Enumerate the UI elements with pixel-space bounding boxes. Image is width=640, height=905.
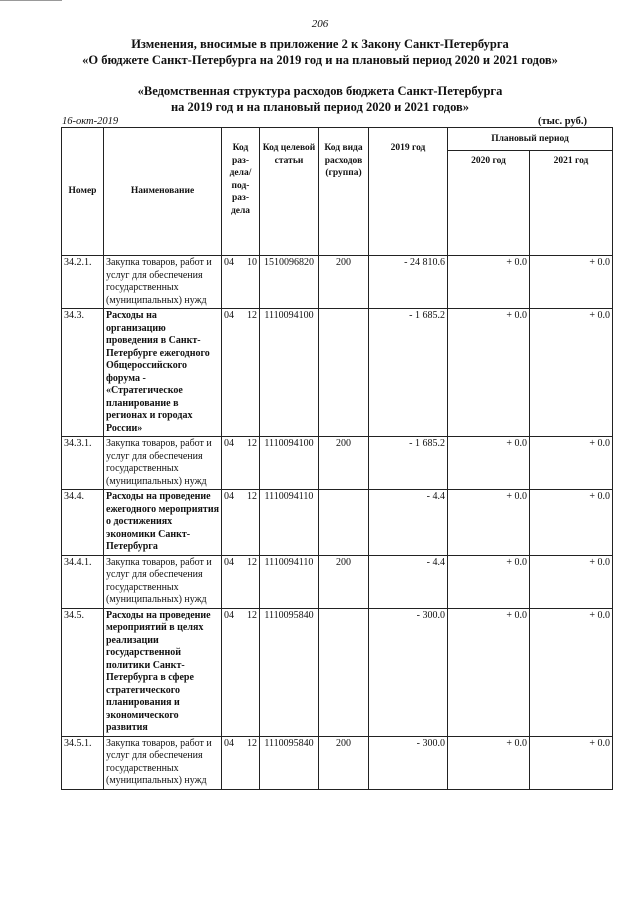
col-2019: 2019 год (369, 128, 448, 256)
col-expense-kind: Код вида расходов (группа) (319, 128, 369, 256)
row-2021-value: + 0.0 (530, 736, 613, 789)
row-2020-value: + 0.0 (448, 437, 530, 490)
row-name: Закупка товаров, работ и услуг для обеспечения государственных (муниципальных) нужд (104, 437, 222, 490)
row-number: 34.3.1. (62, 437, 104, 490)
subsection-code: 12 (247, 737, 257, 749)
title-line-4: на 2019 год и на плановый период 2020 и 2021 годов» (170, 100, 470, 114)
row-2019-value: - 1 685.2 (369, 309, 448, 437)
col-planned-period: Плановый период (448, 128, 613, 151)
row-target-code: 1110095840 (260, 736, 319, 789)
row-2021-value: + 0.0 (530, 437, 613, 490)
col-name: Наименование (104, 128, 222, 256)
row-2020-value: + 0.0 (448, 490, 530, 556)
row-2020-value: + 0.0 (448, 736, 530, 789)
top-rule (0, 0, 62, 1)
row-name: Закупка товаров, работ и услуг для обеспечения государственных (муниципальных) нужд (104, 256, 222, 309)
row-expense-kind (319, 608, 369, 736)
row-2019-value: - 300.0 (369, 736, 448, 789)
row-name: Расходы на проведение ежегодного мероприятия о достижениях экономики Санкт-Петербурга (104, 490, 222, 556)
row-target-code: 1110094100 (260, 309, 319, 437)
row-number: 34.4. (62, 490, 104, 556)
col-2020: 2020 год (448, 151, 530, 256)
row-2020-value: + 0.0 (448, 608, 530, 736)
units-label: (тыс. руб.) (538, 116, 587, 127)
row-number: 34.3. (62, 309, 104, 437)
row-number: 34.5. (62, 608, 104, 736)
subsection-code: 12 (247, 310, 257, 321)
subsection-code: 12 (247, 609, 257, 621)
section-code: 04 (224, 737, 234, 749)
row-2021-value: + 0.0 (530, 555, 613, 608)
row-2020-value: + 0.0 (448, 555, 530, 608)
title-line-2: «О бюджете Санкт-Петербурга на 2019 год и на плановый период 2020 и 2021 годов» (82, 53, 558, 67)
section-code: 04 (224, 491, 234, 502)
table-row (62, 490, 613, 556)
row-name: Закупка товаров, работ и услуг для обеспечения государственных (муниципальных) нужд (104, 555, 222, 608)
row-2019-value: - 4.4 (369, 555, 448, 608)
row-name: Закупка товаров, работ и услуг для обеспечения государственных (муниципальных) нужд (104, 736, 222, 789)
subsection-code: 10 (247, 257, 257, 268)
subsection-code: 12 (247, 491, 257, 502)
row-2021-value: + 0.0 (530, 608, 613, 736)
row-number: 34.5.1. (62, 736, 104, 789)
budget-table (61, 127, 613, 790)
document-title (0, 36, 640, 68)
row-2021-value: + 0.0 (530, 309, 613, 437)
table-row (62, 437, 613, 490)
table-row (62, 608, 613, 736)
row-2019-value: - 300.0 (369, 608, 448, 736)
row-expense-kind: 200 (319, 256, 369, 309)
row-2020-value: + 0.0 (448, 309, 530, 437)
row-expense-kind (319, 309, 369, 437)
title-line-3: «Ведомственная структура расходов бюджета Санкт-Петербурга (137, 84, 503, 98)
table-row (62, 309, 613, 437)
section-code: 04 (224, 257, 234, 268)
section-code: 04 (224, 609, 234, 621)
row-section-code (222, 256, 260, 309)
col-2021: 2021 год (530, 151, 613, 256)
row-2021-value: + 0.0 (530, 256, 613, 309)
table-body (62, 256, 613, 790)
row-expense-kind: 200 (319, 736, 369, 789)
section-code: 04 (224, 310, 234, 321)
row-target-code: 1110094100 (260, 437, 319, 490)
col-number: Номер (62, 128, 104, 256)
row-number: 34.2.1. (62, 256, 104, 309)
row-target-code: 1110095840 (260, 608, 319, 736)
row-expense-kind (319, 490, 369, 556)
table-row (62, 736, 613, 789)
row-number: 34.4.1. (62, 555, 104, 608)
document-date: 16-окт-2019 (62, 116, 119, 127)
row-target-code: 1110094110 (260, 490, 319, 556)
row-section-code (222, 437, 260, 490)
row-section-code (222, 490, 260, 556)
row-2019-value: - 4.4 (369, 490, 448, 556)
col-target: Код целевой статьи (260, 128, 319, 256)
row-section-code (222, 608, 260, 736)
row-2021-value: + 0.0 (530, 490, 613, 556)
table-row (62, 555, 613, 608)
row-name: Расходы на организацию проведения в Санкт-Петербурге ежегодного Общероссийского форума - «Стратегическое планирование в регионах и городах России» (104, 309, 222, 437)
appendix-title (0, 83, 640, 115)
subsection-code: 12 (247, 438, 257, 449)
row-section-code (222, 309, 260, 437)
page-number: 206 (311, 18, 329, 30)
col-section: Код раз- дела/ под- раз- дела (222, 128, 260, 256)
section-code: 04 (224, 556, 234, 568)
row-expense-kind: 200 (319, 555, 369, 608)
row-target-code: 1110094110 (260, 555, 319, 608)
row-name: Расходы на проведение мероприятий в целях реализации государственной политики Санкт-Петербурга в сфере стратегического планирования и экономического развития (104, 608, 222, 736)
subsection-code: 12 (247, 556, 257, 568)
table-header (62, 128, 613, 256)
table-row (62, 256, 613, 309)
row-section-code (222, 555, 260, 608)
row-expense-kind: 200 (319, 437, 369, 490)
section-code: 04 (224, 438, 234, 449)
title-line-1: Изменения, вносимые в приложение 2 к Закону Санкт-Петербурга (131, 37, 509, 51)
row-2019-value: - 24 810.6 (369, 256, 448, 309)
row-2019-value: - 1 685.2 (369, 437, 448, 490)
row-2020-value: + 0.0 (448, 256, 530, 309)
row-target-code: 1510096820 (260, 256, 319, 309)
row-section-code (222, 736, 260, 789)
